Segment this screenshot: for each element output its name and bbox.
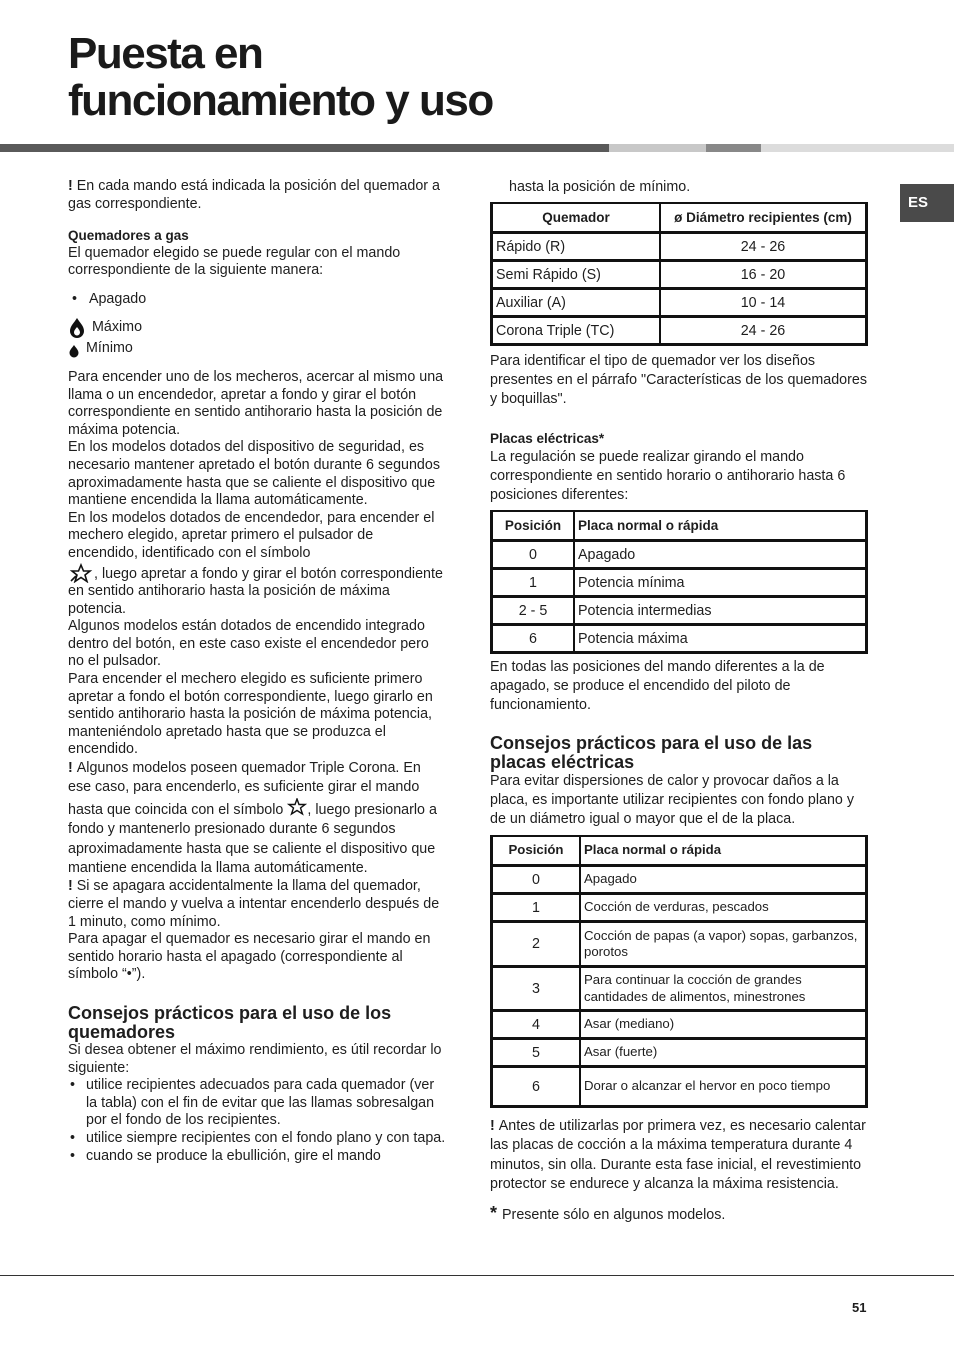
paragraph-first-use: ! Antes de utilizarlas por primera vez, es necesario calentar las placas de cocción a la máxima temperatura durante 4 minutos, sin olla. Durante esta fase inicial, el revestimiento protector se endurece y alcanza la máxima resistencia. (490, 1118, 866, 1193)
intro-paragraph: ! En cada mando está indicada la posición del quemador a gas correspondiente. (68, 178, 440, 212)
exclamation-icon: ! (68, 878, 77, 895)
exclamation-icon: ! (490, 1118, 499, 1134)
table-row: Auxiliar (A) 10 - 14 (492, 288, 866, 316)
position-list (68, 291, 446, 359)
table-header: Quemador (492, 204, 660, 232)
paragraph-identify: Para identificar el tipo de quemador ver los diseños presentes en el párrafo "Características de los quemadores y boquillas". (490, 353, 867, 407)
paragraph-button: Para encender el mechero elegido es suficiente primero apretar a fondo el botón correspondiente, luego girarlo en sentido antihorario hasta la posición de máxima potencia, manteniéndolo apretado hasta que se produzca el encendido. (68, 671, 433, 758)
right-block-3 (490, 1117, 868, 1225)
table-row: 5 Asar (fuerte) (492, 1038, 866, 1066)
header-bar-pale (761, 144, 954, 152)
right-block-2 (490, 658, 868, 829)
large-flame-icon (68, 317, 86, 339)
table-row: 6 Potencia máxima (492, 624, 866, 652)
paragraph-safety: En los modelos dotados del dispositivo de seguridad, es necesario mantener apretado el botón durante 6 segundos aproximadamente hasta que se caliente el dispositivo que mantiene encendida la llama automáticamente. (68, 439, 440, 509)
paragraph-recipientes: Para evitar dispersiones de calor y provocar daños a la placa, es importante utilizar recipientes con fondo plano y de un diámetro igual o mayor que el de la placa. (490, 772, 854, 827)
asterisk-icon: * (490, 1202, 503, 1223)
exclamation-icon: ! (68, 178, 77, 194)
table-header: Posición (492, 837, 580, 865)
right-block-1 (490, 352, 868, 505)
position-apagado: • Apagado (72, 290, 147, 307)
plate-table (490, 510, 868, 654)
paragraph-integrated: Algunos modelos están dotados de encendido integrado dentro del botón, en este caso existe el encendedor pero no el pulsador. (68, 618, 429, 670)
table-header: ø Diámetro recipientes (cm) (660, 204, 866, 232)
paragraph-off: Para apagar el quemador es necesario girar el mando en sentido horario hasta el apagado (correspondiente al símbolo “•”). (68, 931, 431, 983)
table-row: Corona Triple (TC) 24 - 26 (492, 316, 866, 344)
table-header: Posición (492, 512, 574, 540)
footnote: * Presente sólo en algunos modelos. (490, 1202, 726, 1223)
footer-divider (0, 1275, 954, 1276)
paragraph-igniter: En los modelos dotados de encendedor, para encender el mechero elegido, apretar primero el pulsador de encendido, identificado con el símbolo , luego apretar a fondo y girar el botón correspondiente en sentido antihorario hasta la posición de máxima potencia. (68, 509, 443, 617)
page-number: 51 (852, 1300, 867, 1315)
table-row: 6 Dorar o alcanzar el hervor en poco tiempo (492, 1066, 866, 1106)
header-bar-dark (0, 144, 609, 152)
paragraph-regulation: El quemador elegido se puede regular con el mando correspondiente de la siguiente manera: (68, 244, 401, 279)
page-title (68, 30, 493, 124)
table-row: Rápido (R) 24 - 26 (492, 232, 866, 260)
list-item: • utilice siempre recipientes con el fondo plano y con tapa. (68, 1130, 446, 1148)
table-row: 0 Apagado (492, 540, 866, 568)
table-row: 2 Cocción de papas (a vapor) sopas, garbanzos, porotos (492, 921, 866, 966)
paragraph-triple-corona: ! Algunos modelos poseen quemador Triple Corona. En ese caso, para encenderlo, es suficiente girar el mando hasta que coincida con el símbolo , luego presionarlo a fondo y mantenerlo presionado durante 6 segundos aproximadamente hasta que se caliente el dispositivo que mantiene encendida la llama automáticamente. (68, 760, 437, 877)
title-line-2: funcionamiento y uso (68, 76, 493, 125)
spark-icon (287, 798, 307, 816)
section-heading-consejos-quemadores: Consejos prácticos para el uso de los quemadores (68, 1003, 392, 1043)
position-minimo: Mínimo (68, 339, 446, 359)
table-row: 0 Apagado (492, 865, 866, 893)
bullet-icon: • (72, 290, 78, 307)
list-item: • utilice recipientes adecuados para cada quemador (ver la tabla) con el fin de evitar que las llamas sobresalgan por el fondo de los recipientes. (68, 1077, 446, 1130)
table-row: 3 Para continuar la cocción de grandes cantidades de alimentos, minestrones (492, 966, 866, 1010)
header-bar-light (609, 144, 706, 152)
paragraph-relight: ! Si se apagara accidentalmente la llama del quemador, cierre el mando y vuelva a intentar encenderlo después de 1 minuto, como mínimo. (68, 878, 440, 930)
paragraph-placas: La regulación se puede realizar girando el mando correspondiente en sentido horario o antihorario hasta 6 posiciones diferentes: (490, 449, 846, 503)
table-row: 1 Cocción de verduras, pescados (492, 893, 866, 921)
section-heading-quemadores: Quemadores a gas (68, 228, 189, 244)
section-heading-placas: Placas eléctricas* (490, 431, 605, 446)
title-line-1: Puesta en (68, 29, 263, 78)
table-header: Placa normal o rápida (580, 837, 866, 865)
table-row: 4 Asar (mediano) (492, 1010, 866, 1038)
left-column (68, 178, 446, 1165)
position-maximo: Máximo (68, 317, 446, 339)
header-bar-mid (706, 144, 761, 152)
continuation-text: hasta la posición de mínimo. (509, 179, 691, 195)
table-row: 2 - 5 Potencia intermedias (492, 596, 866, 624)
list-item: • cuando se produce la ebullición, gire el mando (68, 1148, 446, 1166)
table-header: Placa normal o rápida (574, 512, 866, 540)
table-row: Semi Rápido (S) 16 - 20 (492, 260, 866, 288)
cooking-table (490, 835, 868, 1108)
language-tab: ES (900, 184, 954, 222)
advice-list (68, 1077, 446, 1165)
burner-table (490, 202, 868, 346)
small-flame-icon (68, 344, 80, 358)
table-row: 1 Potencia mínima (492, 568, 866, 596)
paragraph-ignition: Para encender uno de los mecheros, acercar al mismo una llama o un encendedor, apretar a fondo y girar el botón correspondiente en sentido antihorario hasta la posición de máxima potencia. (68, 368, 444, 438)
exclamation-icon: ! (68, 760, 77, 777)
paragraph-piloto: En todas las posiciones del mando diferentes a la de apagado, se produce el encendido del piloto de funcionamiento. (490, 659, 825, 714)
paragraph-rendimiento: Si desea obtener el máximo rendimiento, es útil recordar lo siguiente: (68, 1042, 442, 1076)
section-heading-consejos-placas: Consejos prácticos para el uso de las placas eléctricas (490, 732, 813, 772)
spark-icon (68, 563, 94, 583)
